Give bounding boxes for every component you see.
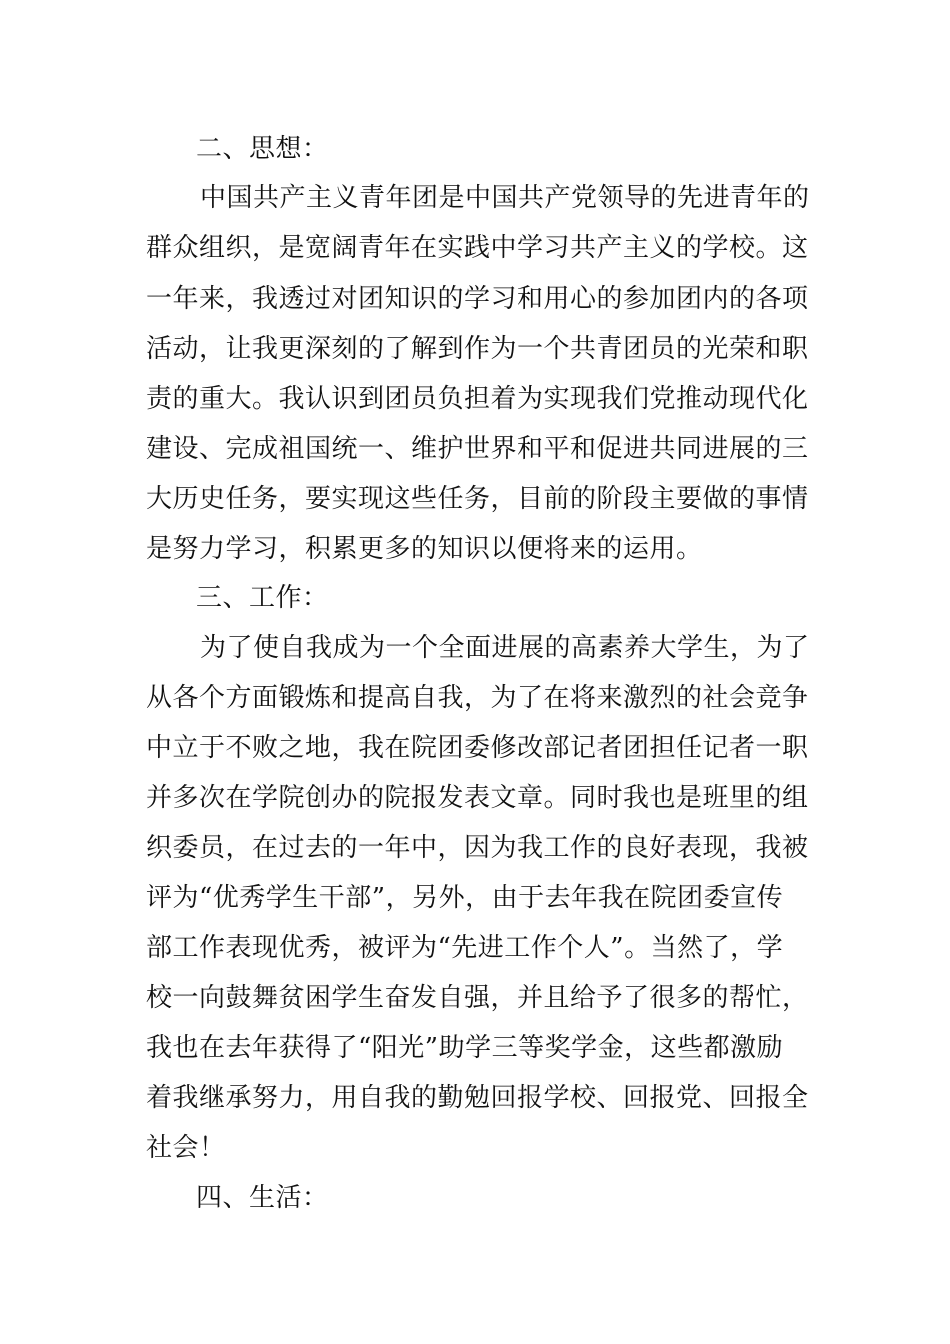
paragraph-line: 责的重大。我认识到团员负担着为实现我们党推动现代化	[146, 384, 809, 414]
paragraph-line: 为了使自我成为一个全面进展的高素养大学生，为了	[200, 633, 810, 663]
paragraph-line: 社会！	[146, 1133, 226, 1163]
paragraph-line: 从各个方面锻炼和提高自我，为了在将来激烈的社会竞争	[146, 683, 809, 713]
paragraph-line: 是努力学习，积累更多的知识以便将来的运用。	[146, 534, 703, 564]
paragraph-line: 着我继承努力，用自我的勤勉回报学校、回报党、回报全	[146, 1083, 809, 1113]
paragraph-line: 活动，让我更深刻的了解到作为一个共青团员的光荣和职	[146, 334, 809, 364]
paragraph-line: 评为“优秀学生干部”，另外，由于去年我在院团委宣传	[146, 883, 784, 913]
section-heading-work: 三、工作：	[196, 583, 329, 613]
section-heading-thought: 二、思想：	[196, 134, 329, 164]
paragraph-line: 一年来，我透过对团知识的学习和用心的参加团内的各项	[146, 284, 809, 314]
paragraph-line: 部工作表现优秀，被评为“先进工作个人”。当然了，学	[146, 933, 784, 963]
section-heading-life: 四、生活：	[196, 1183, 329, 1213]
paragraph-line: 中国共产主义青年团是中国共产党领导的先进青年的	[200, 183, 810, 213]
paragraph-line: 群众组织，是宽阔青年在实践中学习共产主义的学校。这	[146, 233, 809, 263]
paragraph-line: 校一向鼓舞贫困学生奋发自强，并且给予了很多的帮忙，	[146, 983, 809, 1013]
paragraph-line: 并多次在学院创办的院报发表文章。同时我也是班里的组	[146, 783, 809, 813]
paragraph-line: 中立于不败之地，我在院团委修改部记者团担任记者一职	[146, 733, 809, 763]
paragraph-line: 织委员，在过去的一年中，因为我工作的良好表现，我被	[146, 833, 809, 863]
paragraph-line: 建设、完成祖国统一、维护世界和平和促进共同进展的三	[146, 434, 809, 464]
paragraph-line: 我也在去年获得了“阳光”助学三等奖学金，这些都激励	[146, 1033, 784, 1063]
paragraph-line: 大历史任务，要实现这些任务，目前的阶段主要做的事情	[146, 484, 809, 514]
